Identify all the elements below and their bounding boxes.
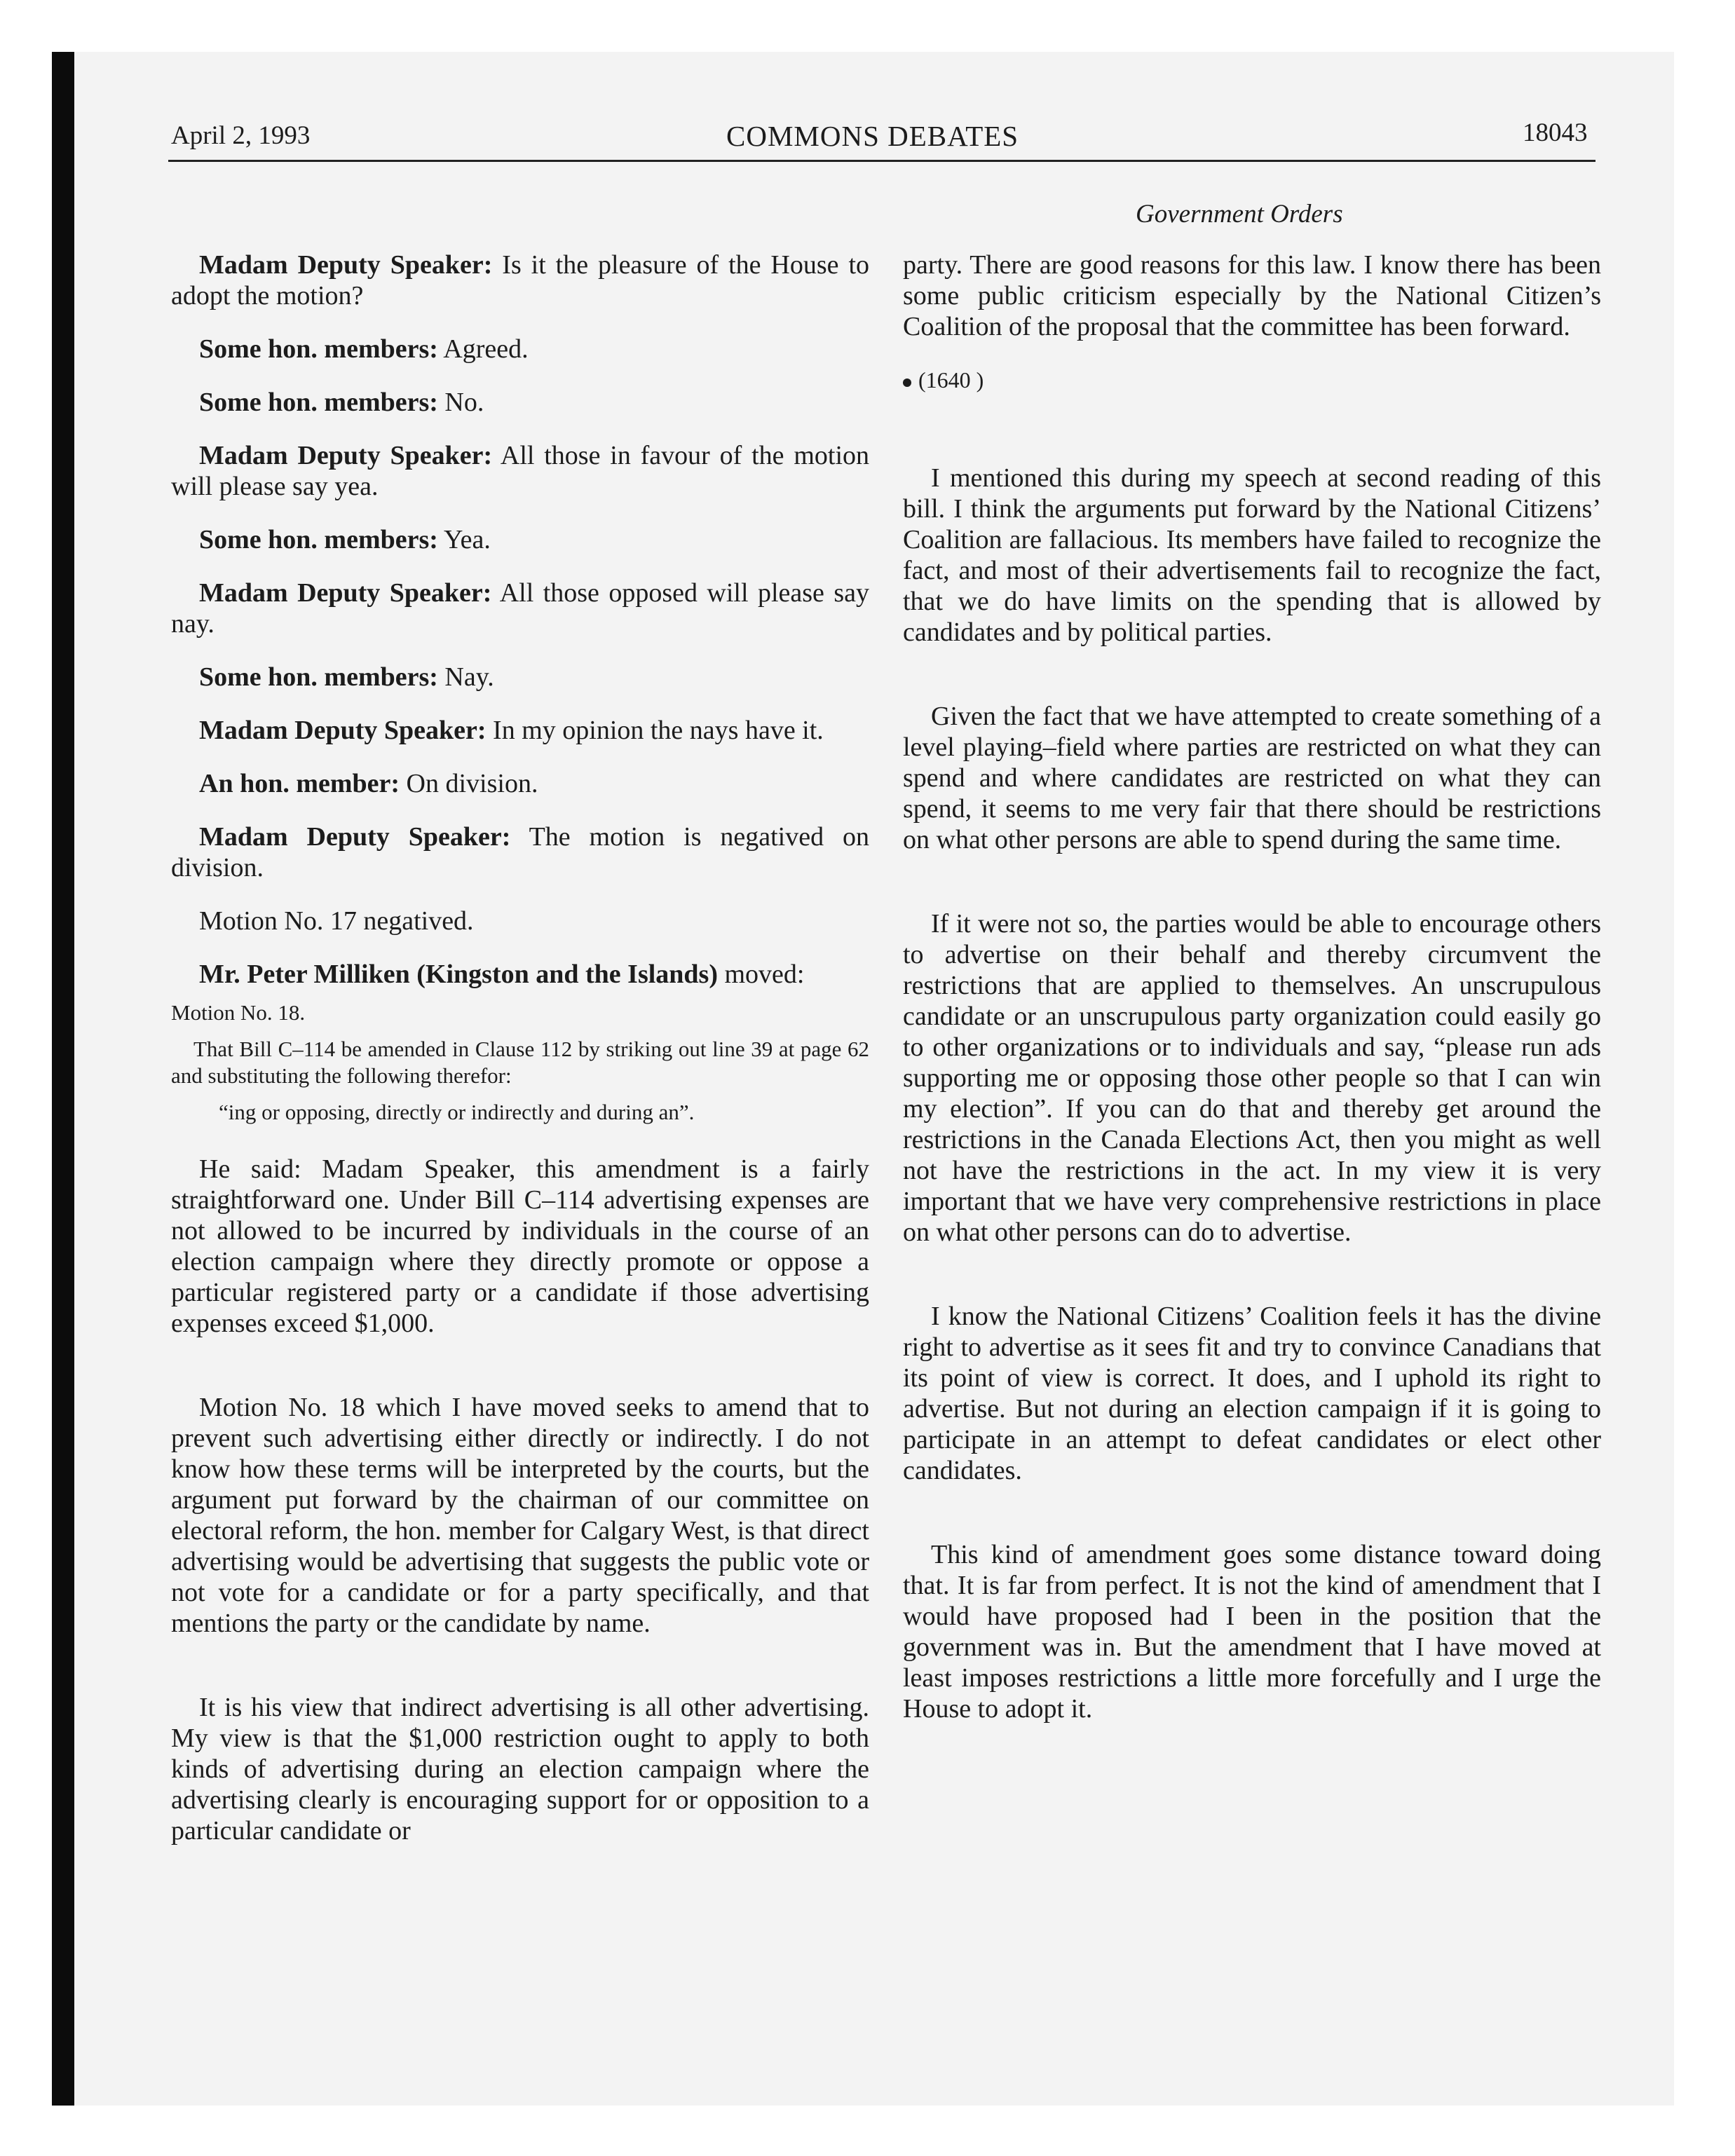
speech-paragraph xyxy=(171,250,869,311)
body-paragraph: Motion No. 18 which I have moved seeks to amend that to prevent such advertising either directly or indirectly. I do not know how these terms will be interpreted by the courts, but the argument put forward by the chairman of our committee on electoral reform, the hon. member for Calgary West, is that direct advertising would be advertising that suggests the public vote or not vote for a candidate or for a party specifically, and that mentions the party or the candidate by name. xyxy=(171,1393,869,1638)
header-title: COMMONS DEBATES xyxy=(726,120,1019,152)
speech-text: Motion No. 17 negatived. xyxy=(199,906,474,936)
motion-mover xyxy=(171,959,869,990)
bullet-icon xyxy=(903,378,911,387)
header-date: April 2, 1993 xyxy=(171,121,311,150)
speech-text: In my opinion the nays have it. xyxy=(486,716,824,745)
speech-paragraph xyxy=(171,524,869,555)
motion-text: That Bill C–114 be amended in Clause 112 by striking out line 39 at page 62 and substituting the following therefor: xyxy=(171,1037,869,1088)
page-number: 18043 xyxy=(1523,118,1588,147)
body-paragraph: This kind of amendment goes some distance toward doing that. It is far from perfect. It is not the kind of amendment that I would have proposed had I been in the position that the government was in. But the amendment that I have moved at least imposes restrictions a little more forcefully and I urge the House to adopt it. xyxy=(903,1540,1601,1724)
speaker-name: Mr. Peter Milliken (Kingston and the Islands) xyxy=(199,960,718,989)
body-paragraph: If it were not so, the parties would be able to encourage others to advertise on their behalf and thereby circumvent the restrictions that are applied to themselves. An unscrupulous candidate or an unscrupulous party organization could easily go to other organizations or to individuals and say, “please run ads supporting me or opposing those other people so that I can win my election”. If you can do that and thereby get around the restrictions in the Canada Elections Act, then you might as well not have the restrictions in the act. In my view it is very important that we have very comprehensive restrictions in place on what other persons can do to advertise. xyxy=(903,909,1601,1247)
body-paragraph: I know the National Citizens’ Coalition feels it has the divine right to advertise as it sees fit and try to convince Canadians that its point of view is correct. It does, and I uphold its right to advertise. But not during an election campaign if it is going to participate in an attempt to defeat candidates or elect other candidates. xyxy=(903,1302,1601,1485)
body-paragraph: He said: Madam Speaker, this amendment is a fairly straightforward one. Under Bill C–114 advertising expenses are not allowed to be incurred by individuals in the course of an election campaign where they directly promote or oppose a particular registered party or a candidate if those advertising expenses exceed $1,000. xyxy=(171,1154,869,1338)
speaker-name: Madam Deputy Speaker: xyxy=(199,822,511,852)
speech-paragraph xyxy=(171,440,869,502)
speech-text: Agreed. xyxy=(437,334,529,364)
header-rule xyxy=(168,160,1595,162)
body-paragraph: Given the fact that we have attempted to create something of a level playing–field where parties are restricted on what they can spend and where candidates are restricted on what they can spend, it seems to me very fair that there should be restrictions on what other persons are able to spend during the same time. xyxy=(903,702,1601,854)
motion-result xyxy=(171,906,869,936)
timestamp xyxy=(903,364,1601,395)
speaker-name: Some hon. members: xyxy=(199,525,438,554)
speech-paragraph xyxy=(171,334,869,364)
speech-text: All those opposed will please say nay. xyxy=(171,578,869,639)
scan-edge-shadow xyxy=(52,52,74,2106)
body-paragraph: It is his view that indirect advertising is all other advertising. My view is that the $1,000 restriction ought to apply to both kinds of advertising during an election campaign where the advertising clearly is encouraging support for or opposition to a particular candidate or xyxy=(171,1693,869,1845)
speech-paragraph xyxy=(171,715,869,746)
speech-paragraph xyxy=(171,662,869,692)
right-column xyxy=(903,250,1601,1747)
speech-text: Is it the pleasure of the House to adopt the motion? xyxy=(171,250,869,311)
speech-paragraph xyxy=(171,821,869,883)
speech-paragraph xyxy=(171,768,869,799)
speech-paragraph xyxy=(171,387,869,418)
speech-text: moved: xyxy=(718,960,805,989)
speaker-name: Some hon. members: xyxy=(199,662,438,692)
speaker-name: Some hon. members: xyxy=(199,334,438,364)
speech-text: On division. xyxy=(400,769,538,798)
speech-text: Yea. xyxy=(437,525,491,554)
speaker-name: Madam Deputy Speaker: xyxy=(199,441,493,470)
body-paragraph: party. There are good reasons for this law. I know there has been some public criticism especially by the National Citizen’s Coalition of the proposal that the committee has been forward. xyxy=(903,250,1601,341)
speech-text: No. xyxy=(437,388,484,417)
speaker-name: Madam Deputy Speaker: xyxy=(199,250,493,280)
speaker-name: An hon. member: xyxy=(199,769,400,798)
speech-paragraph xyxy=(171,578,869,639)
left-column xyxy=(171,250,869,1869)
section-label: Government Orders xyxy=(1136,200,1343,228)
speaker-name: Some hon. members: xyxy=(199,388,438,417)
body-paragraph: I mentioned this during my speech at second reading of this bill. I think the arguments put forward by the National Citizens’ Coalition are fallacious. Its members have failed to recognize the fact, and most of their advertisements fail to recognize the fact, that we do have limits on the spending that is allowed by candidates and by political parties. xyxy=(903,463,1601,647)
speaker-name: Madam Deputy Speaker: xyxy=(199,716,487,745)
timestamp-text: (1640 ) xyxy=(918,367,984,393)
speech-text: All those in favour of the motion will please say yea. xyxy=(171,441,870,501)
speech-text: The motion is negatived on division. xyxy=(171,822,870,882)
speech-text: Nay. xyxy=(437,662,494,692)
motion-quote: “ing or opposing, directly or indirectly and during an”. xyxy=(219,1100,695,1124)
speaker-name: Madam Deputy Speaker: xyxy=(199,578,492,608)
motion-number: Motion No. 18. xyxy=(171,1000,306,1025)
